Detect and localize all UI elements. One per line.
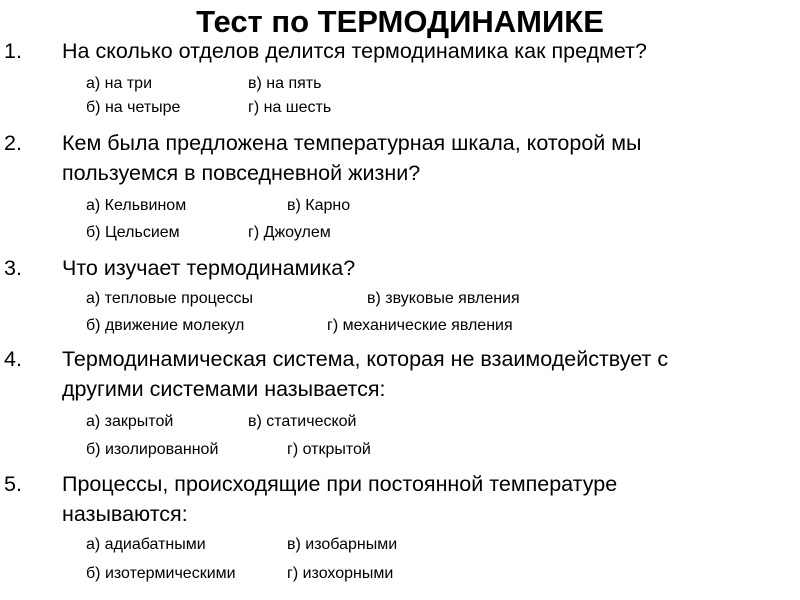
question-text-line: пользуемся в повседневной жизни? [62,161,421,185]
option-g: г) открытой [287,441,371,458]
option-v: в) статической [248,413,357,430]
option-b: б) движение молекул [86,317,245,334]
option-row [0,561,800,587]
option-v: в) Карно [287,197,351,214]
option-b: б) на четыре [86,99,181,116]
option-row [0,71,800,97]
option-a: а) тепловые процессы [86,290,253,307]
question-text-line: Что изучает термодинамика? [62,256,356,280]
question-number: 3. [4,256,22,280]
option-row [0,437,800,463]
option-row [0,220,800,246]
option-b: б) Цельсием [86,224,180,241]
question-text-line: Термодинамическая система, которая не взаимодействует с [62,347,669,371]
option-a: а) Кельвином [86,197,187,214]
option-a: а) на три [86,75,153,92]
question-text-line: Кем была предложена температурная шкала, которой мы [62,131,642,155]
option-row [0,95,800,121]
option-g: г) механические явления [327,317,513,334]
option-b: б) изолированной [86,441,219,458]
option-row [0,532,800,558]
question-text-line: Процессы, происходящие при постоянной температуре [62,472,618,496]
question-text-line: называются: [62,502,188,526]
option-row [0,313,800,339]
option-row [0,193,800,219]
question-number: 4. [4,347,22,371]
option-g: г) на шесть [248,99,332,116]
option-a: а) адиабатными [86,536,206,553]
question-number: 5. [4,472,22,496]
option-v: в) изобарными [287,536,398,553]
option-row [0,286,800,312]
question-number: 2. [4,131,22,155]
option-v: в) звуковые явления [367,290,520,307]
slide-title: Тест по ТЕРМОДИНАМИКЕ [196,4,604,39]
question-text-line: другими системами называется: [62,377,386,401]
question-number: 1. [4,39,22,63]
option-row [0,409,800,435]
option-v: в) на пять [248,75,322,92]
option-g: г) изохорными [287,565,394,582]
option-b: б) изотермическими [86,565,236,582]
option-a: а) закрытой [86,413,174,430]
option-g: г) Джоулем [248,224,331,241]
question-text-line: На сколько отделов делится термодинамика как предмет? [62,39,647,63]
